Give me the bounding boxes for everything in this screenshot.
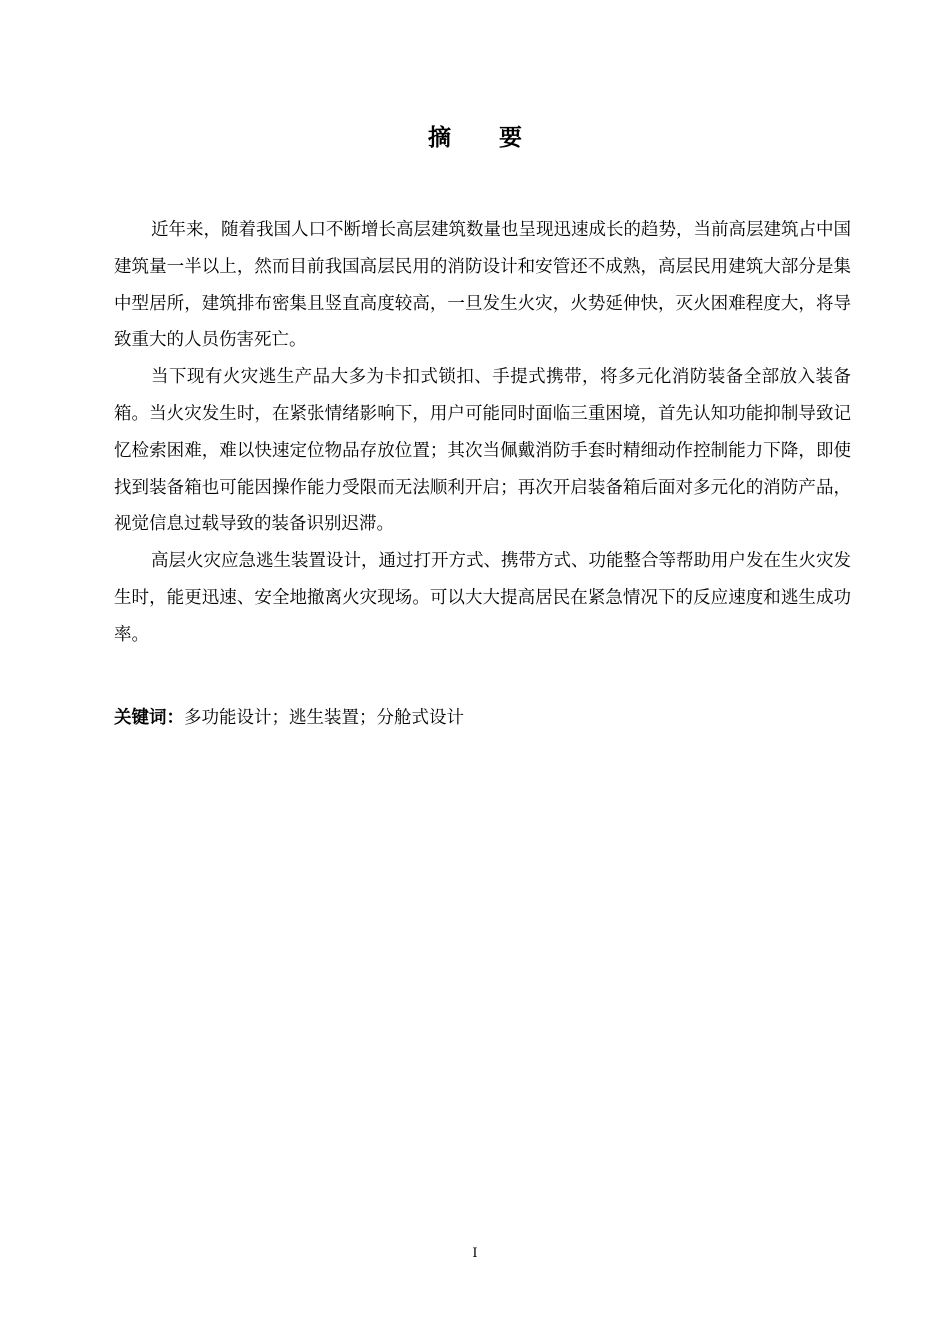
page-number: I [472, 1246, 478, 1261]
abstract-title: 摘 要 [427, 125, 542, 151]
abstract-body [114, 212, 851, 654]
keywords-label: 关键词： [114, 708, 184, 728]
keywords-line [114, 702, 851, 734]
abstract-paragraph-3: 高层火灾应急逃生装置设计，通过打开方式、携带方式、功能整合等帮助用户发在生火灾发生时，能更迅速、安全地撤离火灾现场。可以大大提高居民在紧急情况下的反应速度和逃生成功率。 [114, 551, 851, 645]
keywords-text: 多功能设计；逃生装置；分舱式设计 [184, 708, 464, 728]
abstract-paragraph-1: 近年来，随着我国人口不断增长高层建筑数量也呈现迅速成长的趋势，当前高层建筑占中国建筑量一半以上，然而目前我国高层民用的消防设计和安管还不成熟，高层民用建筑大部分是集中型居所，建筑排布密集且竖直高度较高，一旦发生火灾，火势延伸快，灭火困难程度大，将导致重大的人员伤害死亡。 [114, 220, 851, 351]
abstract-paragraph-2: 当下现有火灾逃生产品大多为卡扣式锁扣、手提式携带，将多元化消防装备全部放入装备箱。当火灾发生时，在紧张情绪影响下，用户可能同时面临三重困境，首先认知功能抑制导致记忆检索困难，难以快速定位物品存放位置；其次当佩戴消防手套时精细动作控制能力下降，即使找到装备箱也可能因操作能力受限而无法顺利开启；再次开启装备箱后面对多元化的消防产品，视觉信息过载导致的装备识别迟滞。 [114, 367, 851, 535]
